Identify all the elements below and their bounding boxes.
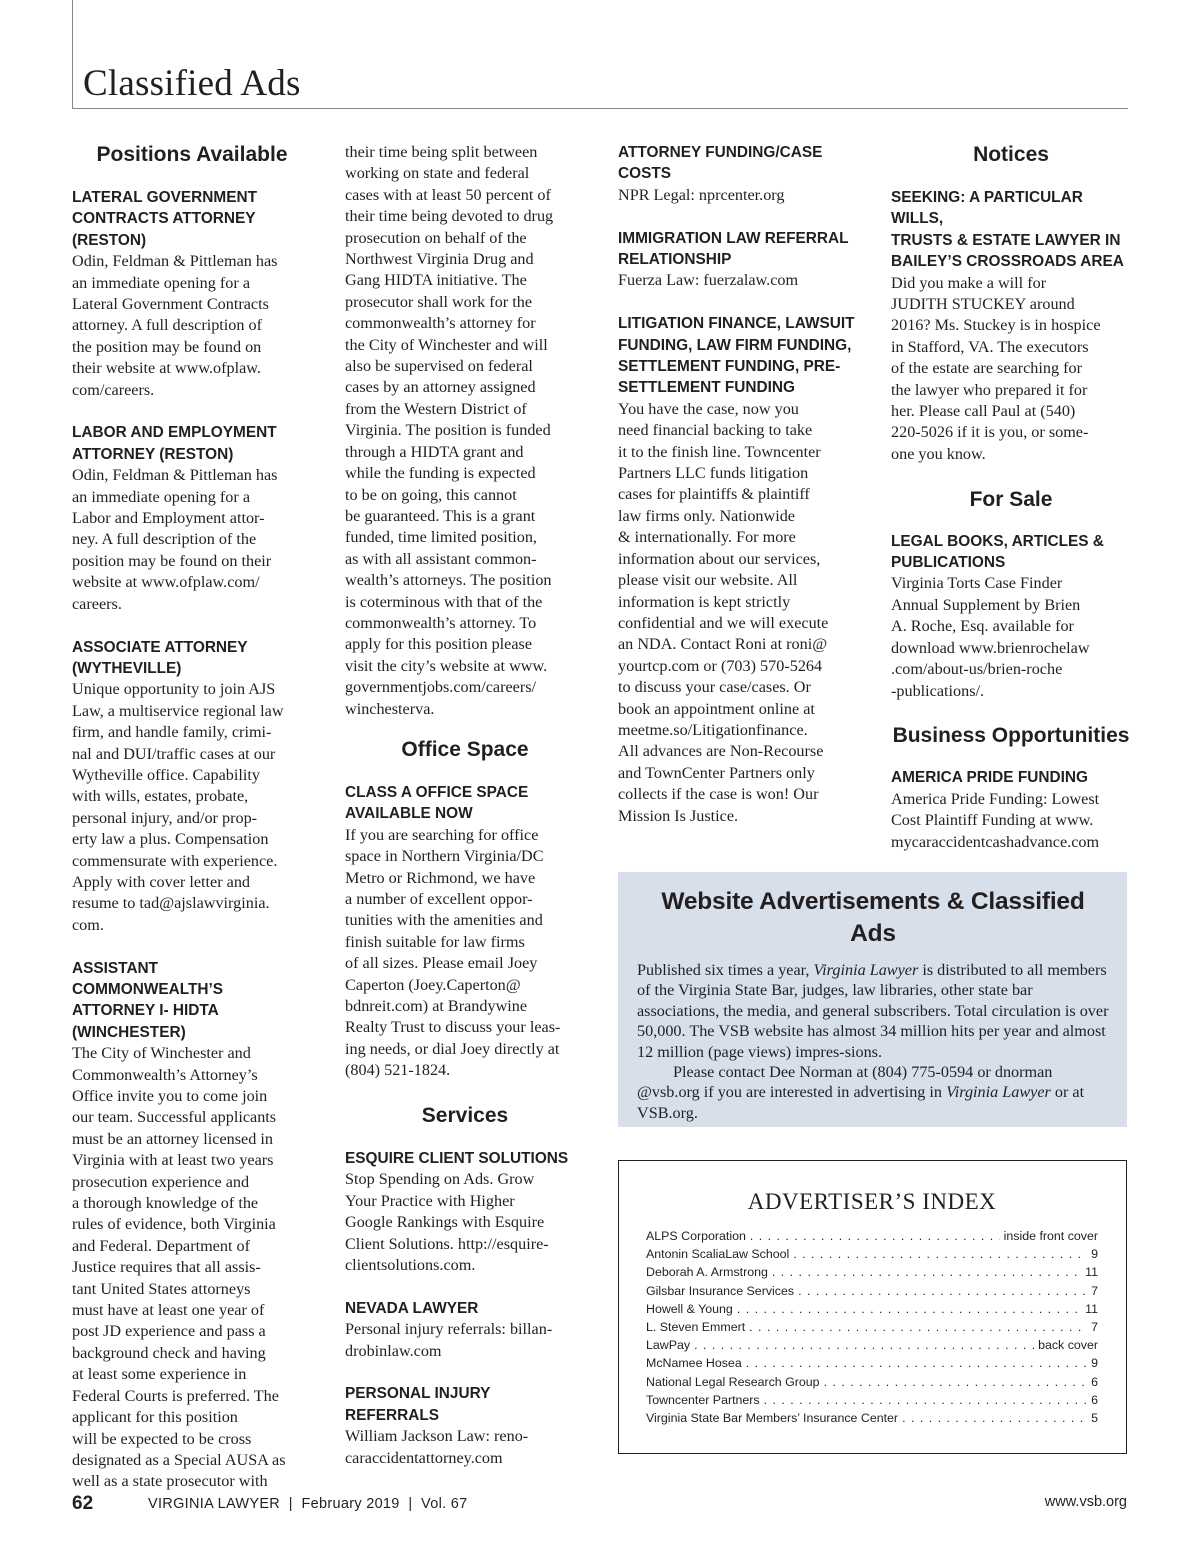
index-entry-page: back cover xyxy=(1038,1338,1098,1353)
ad-immigration-law-referral xyxy=(618,228,858,292)
index-entry-page: 7 xyxy=(1091,1320,1098,1335)
ad-legal-books xyxy=(891,531,1131,702)
index-entry xyxy=(646,1336,1098,1354)
index-entry-name: Virginia State Bar Members’ Insurance Center xyxy=(646,1411,899,1426)
index-leader-dots xyxy=(750,1227,1000,1245)
index-entry-page: 7 xyxy=(1091,1283,1098,1298)
ad-heading: LATERAL GOVERNMENT CONTRACTS ATTORNEY (RESTON) xyxy=(72,189,257,249)
ad-heading: ASSOCIATE ATTORNEY (WYTHEVILLE) xyxy=(72,638,248,677)
index-entry-page: 11 xyxy=(1085,1301,1098,1316)
index-entry xyxy=(646,1373,1098,1391)
ad-body: If you are searching for office space in Northern Virginia/DC Metro or Richmond, we have a number of excellent oppor- tunities with the amenities and finish suitable for law firms of all sizes. Please email Joey Caperton (Joey.Caperton@ bdnreit.com) at Brandywine Realty Trust to discuss your leas- ing needs, or dial Joey directly at (804) 521-1824. xyxy=(345,825,561,1080)
index-entry xyxy=(646,1245,1098,1263)
column-1 xyxy=(72,142,312,1493)
ad-body: Fuerza Law: fuerzalaw.com xyxy=(618,271,799,290)
ad-esquire-client-solutions xyxy=(345,1148,585,1276)
section-heading-business-opportunities: Business Opportunities xyxy=(892,724,1130,748)
ad-body: Odin, Feldman & Pittleman has an immediate opening for a Labor and Employment attor- ney. A full description of the position may be found on their website at www.ofplaw.com/ careers. xyxy=(72,466,278,613)
index-entry xyxy=(646,1263,1098,1281)
index-entry-name: Antonin ScaliaLaw School xyxy=(646,1247,790,1262)
ad-body: The City of Winchester and Commonwealth’s Attorney’s Office invite you to come join our team. Successful applicants must be an attorney licensed in Virginia with at least two years prosecution experience and a thorough knowledge of the rules of evidence, both Virginia and Federal. Department of Justice requires that all assis- tant United States attorneys must have at least one year of post JD experience and pass a background check and having at least some experience in Federal Courts is preferred. The applicant for this position will be expected to be cross designated as a Special AUSA as well as a state prosecutor with xyxy=(72,1044,286,1491)
text-span: or at VSB.org. xyxy=(637,1083,1085,1122)
column-4 xyxy=(891,142,1131,853)
ad-heading: PERSONAL INJURY REFERRALS xyxy=(345,1385,491,1424)
index-entry xyxy=(646,1227,1098,1245)
ad-associate-attorney xyxy=(72,637,312,937)
ad-litigation-finance xyxy=(618,313,858,827)
website-box-paragraph-1 xyxy=(637,960,1109,1062)
ad-body: William Jackson Law: reno- caraccidentattorney.com xyxy=(345,1427,529,1467)
ad-body: Unique opportunity to join AJS Law, a multiservice regional law firm, and handle family, crimi- nal and DUI/traffic cases at our Wytheville office. Capability with wills, estates, probate, personal injury, and/or prop- erty law a plus. Compensation commensurate with experience. Apply with cover letter and resume to tad@ajslawvirginia. com. xyxy=(72,680,284,934)
section-heading-for-sale: For Sale xyxy=(969,487,1053,511)
footer-publication: VIRGINIA LAWYER | February 2019 | Vol. 67 xyxy=(148,1496,468,1512)
text-span: is distributed to all members of the Virginia State Bar, judges, law libraries, other state bar associations, the media, and general subscribers. Total circulation is over 50,000. The VSB website has almost 34 million hits per year and almost 12 million (page views) impres-sions. xyxy=(637,961,1109,1061)
ad-body: NPR Legal: nprcenter.org xyxy=(618,185,785,204)
header-vertical-rule xyxy=(72,0,73,108)
ad-heading: ASSISTANT COMMONWEALTH’S ATTORNEY I- HIDTA (WINCHESTER) xyxy=(72,959,224,1041)
index-entry-page: 6 xyxy=(1091,1392,1098,1407)
page-title: Classified Ads xyxy=(83,63,301,104)
footer-page-number: 62 xyxy=(72,1493,94,1514)
index-entry-name: L. Steven Emmert xyxy=(646,1320,746,1335)
ad-seeking-lawyer xyxy=(891,187,1131,465)
index-entry-name: Gilsbar Insurance Services xyxy=(646,1283,795,1298)
column-2 xyxy=(345,142,585,1469)
ad-body: Virginia Torts Case Finder Annual Supplement by Brien A. Roche, Esq. available for download www.brienrochelaw .com/about-us/brien-roche -publications/. xyxy=(891,574,1090,700)
index-entry-name: National Legal Research Group xyxy=(646,1374,820,1389)
ad-personal-injury-referrals xyxy=(345,1383,585,1469)
index-entry xyxy=(646,1391,1098,1409)
ad-heading: NEVADA LAWYER xyxy=(345,1299,479,1317)
index-entry xyxy=(646,1409,1098,1427)
index-entry-name: Towncenter Partners xyxy=(646,1392,760,1407)
ad-labor-employment xyxy=(72,422,312,615)
index-entry-page: 9 xyxy=(1091,1247,1098,1262)
index-entry-page: 11 xyxy=(1085,1265,1098,1280)
column-3 xyxy=(618,142,858,827)
index-entry-name: McNamee Hosea xyxy=(646,1356,742,1371)
ad-body: Odin, Feldman & Pittleman has an immediate opening for a Lateral Government Contracts attorney. A full description of the position may be found on their website at www.ofplaw. com/careers. xyxy=(72,252,278,399)
index-leader-dots xyxy=(824,1373,1088,1391)
index-leader-dots xyxy=(772,1263,1081,1281)
index-entry xyxy=(646,1318,1098,1336)
section-heading-services: Services xyxy=(421,1104,509,1128)
ad-heading: IMMIGRATION LAW REFERRAL RELATIONSHIP xyxy=(618,229,849,269)
ad-body: America Pride Funding: Lowest Cost Plaintiff Funding at www. mycaraccidentcashadvance.com xyxy=(891,789,1100,851)
index-entry xyxy=(646,1300,1098,1318)
ad-body: You have the case, now you need financial backing to take it to the finish line. Towncenter Partners LLC funds litigation cases for plaintiffs & plaintiff law firms only. Nationwide & internationally. For more information about our services, please visit our website. All information is kept strictly confidential and we will execute an NDA. Contact Roni at roni@ yourtcp.com or (703) 570-5264 to discuss your case/cases. Or book an appointment online at meetme.so/Litigationfinance. All advances are Non-Recourse and TownCenter Partners only collects if the case is won! Our Mission Is Justice. xyxy=(618,399,829,825)
section-heading-notices: Notices xyxy=(973,143,1049,166)
index-leader-dots xyxy=(793,1245,1087,1263)
website-box-title: Website Advertisements & Classified Ads xyxy=(661,888,1085,947)
footer-url: www.vsb.org xyxy=(1044,1494,1127,1510)
ad-heading: LITIGATION FINANCE, LAWSUIT FUNDING, LAW FIRM FUNDING, SETTLEMENT FUNDING, PRE- SETTLEMENT FUNDING xyxy=(618,315,855,397)
index-entry xyxy=(646,1282,1098,1300)
section-heading-positions-available: Positions Available xyxy=(96,143,288,166)
magazine-name: Virginia Lawyer xyxy=(946,1083,1051,1102)
index-leader-dots xyxy=(746,1354,1087,1372)
ad-heading: ESQUIRE CLIENT SOLUTIONS xyxy=(345,1150,569,1168)
index-leader-dots xyxy=(737,1300,1081,1318)
section-heading-office-space: Office Space xyxy=(401,737,529,761)
index-leader-dots xyxy=(694,1336,1034,1354)
advertisers-index-list xyxy=(646,1227,1098,1427)
index-leader-dots xyxy=(902,1409,1087,1427)
ad-heading: SEEKING: A PARTICULAR WILLS, TRUSTS & ESTATE LAWYER IN BAILEY’S CROSSROADS AREA xyxy=(891,189,1124,271)
ad-heading: ATTORNEY FUNDING/CASE COSTS xyxy=(618,144,823,183)
ad-continuation-text: their time being split between working on state and federal cases with at least 50 percent of their time being devoted to drug prosecution on behalf of the Northwest Virginia Drug and Gang HIDTA initiative. The prosecutor shall work for the commonwealth’s attorney for the City of Winchester and will also be supervised on federal cases by an attorney assigned from the Western District of Virginia. The position is funded through a HIDTA grant and while the funding is expected to be on going, this cannot be guaranteed. This is a grant funded, time limited position, as with all assistant common- wealth’s attorneys. The position is coterminous with that of the commonwealth’s attorney. To apply for this position please visit the city’s website at www. governmentjobs.com/careers/ winchesterva. xyxy=(345,143,554,718)
index-entry-page: inside front cover xyxy=(1003,1229,1098,1243)
ad-lateral-government-contracts xyxy=(72,187,312,401)
ad-attorney-funding xyxy=(618,142,858,206)
website-box-paragraph-2 xyxy=(637,1062,1109,1123)
ad-assistant-commonwealths-attorney xyxy=(72,958,312,1493)
ad-body: Stop Spending on Ads. Grow Your Practice with Higher Google Rankings with Esquire Client Solutions. http://esquire- clientsolutions.com. xyxy=(345,1170,549,1275)
index-leader-dots xyxy=(764,1391,1087,1409)
index-leader-dots xyxy=(798,1282,1087,1300)
advertisers-index-title: ADVERTISER’S INDEX xyxy=(747,1189,997,1214)
ad-body: Personal injury referrals: billan- drobinlaw.com xyxy=(345,1320,553,1360)
ad-heading: LABOR AND EMPLOYMENT ATTORNEY (RESTON) xyxy=(72,424,277,463)
index-entry-page: 5 xyxy=(1091,1411,1098,1426)
ad-body: Did you make a will for JUDITH STUCKEY around 2016? Ms. Stuckey is in hospice in Stafford, VA. The executors of the estate are searching for the lawyer who prepared it for her. Please call Paul at (540) 220-5026 if it is you, or some- one you know. xyxy=(891,273,1101,463)
ad-nevada-lawyer xyxy=(345,1298,585,1362)
index-entry-page: 6 xyxy=(1091,1374,1098,1389)
index-entry-name: Howell & Young xyxy=(646,1301,733,1316)
index-leader-dots xyxy=(749,1318,1087,1336)
index-entry-page: 9 xyxy=(1091,1356,1098,1371)
ad-heading: AMERICA PRIDE FUNDING xyxy=(891,769,1088,787)
text-span: Published six times a year, xyxy=(637,961,814,979)
ad-america-pride-funding xyxy=(891,767,1131,853)
ad-heading: CLASS A OFFICE SPACE AVAILABLE NOW xyxy=(345,783,529,823)
index-entry xyxy=(646,1354,1098,1372)
advertisers-index-box xyxy=(618,1160,1127,1454)
index-entry-name: ALPS Corporation xyxy=(646,1229,746,1243)
index-entry-name: Deborah A. Armstrong xyxy=(646,1265,768,1280)
header-horizontal-rule xyxy=(72,108,1128,109)
text-span: Please contact Dee Norman at (804) 775-0594 or dnorman @vsb.org if you are interested in advertising in xyxy=(637,1063,1053,1102)
magazine-name: Virginia Lawyer xyxy=(813,961,919,979)
ad-heading: LEGAL BOOKS, ARTICLES & PUBLICATIONS xyxy=(891,532,1104,572)
index-entry-name: LawPay xyxy=(646,1338,691,1353)
website-advertisements-box xyxy=(618,872,1127,1127)
ad-class-a-office-space xyxy=(345,782,585,1082)
